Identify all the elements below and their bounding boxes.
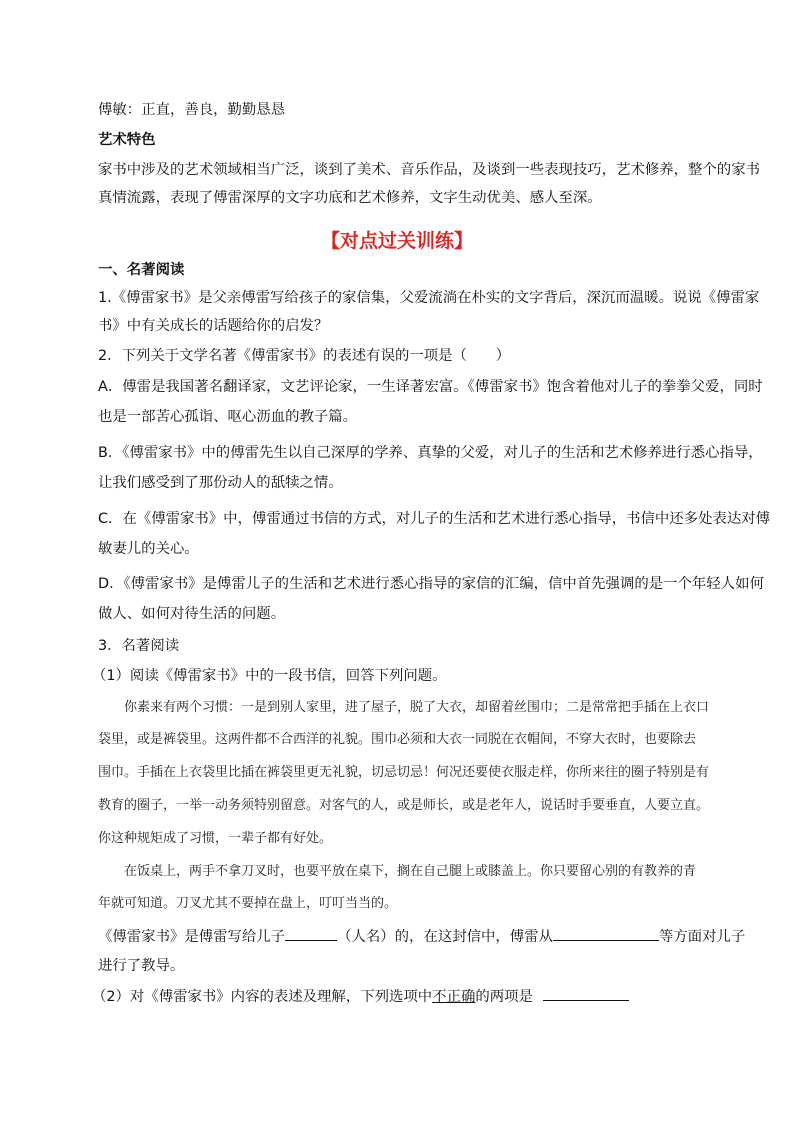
option-d: D．《傅雷家书》是傅雷儿子的生活和艺术进行悉心指导的家信的汇编，信中首先强调的是一个年轻人如何 xyxy=(98,576,764,592)
letter-passage-line: 袋里，或是裤袋里。这两件都不合西洋的礼貌。围巾必须和大衣一同脱在衣帽间，不穿大衣时，也要除去 xyxy=(98,732,697,747)
option-d: 做人、如何对待生活的问题。 xyxy=(98,606,286,622)
option-b: 让我们感受到了那份动人的舐犊之情。 xyxy=(98,475,343,491)
answer-blank-name[interactable] xyxy=(285,926,337,941)
option-c: 敏妻儿的关心。 xyxy=(98,541,199,557)
answer-blank-choices[interactable] xyxy=(543,986,629,1001)
letter-passage-line: 你这种规矩成了习惯，一辈子都有好处。 xyxy=(98,831,333,846)
sub2-text: （2）对《傅雷家书》内容的表述及理解，下列选项中 xyxy=(92,989,433,1005)
fumin-trait-line: 傅敏：正直，善良，勤勤恳恳 xyxy=(98,102,286,118)
part-heading: 一、名著阅读 xyxy=(98,262,185,278)
question-3-sub-2 xyxy=(92,986,702,1007)
letter-passage-line: 你素来有两个习惯：一是到别人家里，进了屋子，脱了大衣，却留着丝围巾；二是常常把手插在上衣口 xyxy=(98,700,710,715)
question-3-sub-1: （1）阅读《傅雷家书》中的一段书信，回答下列问题。 xyxy=(92,668,447,684)
art-features-text: 真情流露，表现了傅雷深厚的文字功底和艺术修养，文字生动优美、感人至深。 xyxy=(98,190,602,206)
sub2-text: 的两项是 xyxy=(475,989,533,1005)
sub2-emphasis: 不正确 xyxy=(432,989,476,1005)
question-1: 书》中有关成长的话题给你的启发？ xyxy=(98,318,329,334)
option-a: A．傅雷是我国著名翻译家，文艺评论家，一生译著宏富。《傅雷家书》饱含着他对儿子的拳拳父爱，同时 xyxy=(98,379,763,395)
fill-text: （人名）的，在这封信中，傅雷从 xyxy=(337,929,553,945)
fill-text: 等方面对儿子 xyxy=(658,929,746,945)
question-3-heading: 3．名著阅读 xyxy=(98,638,180,654)
art-features-text: 家书中涉及的艺术领域相当广泛，谈到了美术、音乐作品，及谈到一些表现技巧，艺术修养，整个的家书 xyxy=(98,162,760,178)
letter-passage-line: 年就可知道。刀叉尤其不要掉在盘上，叮叮当当的。 xyxy=(98,896,398,911)
fill-in-question xyxy=(98,926,746,947)
option-a: 也是一部苦心孤诣、呕心沥血的教子篇。 xyxy=(98,409,358,425)
fill-in-question: 进行了教导。 xyxy=(98,958,185,974)
option-c: C．在《傅雷家书》中，傅雷通过书信的方式，对儿子的生活和艺术进行悉心指导，书信中还多处表达对傅 xyxy=(98,511,771,527)
question-1: 1.《傅雷家书》是父亲傅雷写给孩子的家信集，父爱流淌在朴实的文字背后，深沉而温暖。说说《傅雷家 xyxy=(98,290,760,306)
section-title: 【对点过关训练】 xyxy=(320,230,473,252)
letter-passage-line: 在饭桌上，两手不拿刀叉时，也要平放在桌下，搁在自己腿上或膝盖上。你只要留心别的有教养的青 xyxy=(98,864,697,879)
option-b: B．《傅雷家书》中的傅雷先生以自己深厚的学养、真挚的父爱，对儿子的生活和艺术修养进行悉心指导， xyxy=(98,445,763,461)
letter-passage-line: 教育的圈子，一举一动务须特别留意。对客气的人，或是师长，或是老年人，说话时手要垂直，人要立直。 xyxy=(98,798,710,813)
answer-blank-aspects[interactable] xyxy=(553,926,659,941)
art-features-heading: 艺术特色 xyxy=(98,132,156,148)
question-2-stem: 2．下列关于文学名著《傅雷家书》的表述有误的一项是（ ） xyxy=(98,348,511,364)
fill-text: 《傅雷家书》是傅雷写给儿子 xyxy=(98,929,286,945)
letter-passage-line: 围巾。手插在上衣袋里比插在裤袋里更无礼貌，切忌切忌！何况还要使衣服走样，你所来往的圈子特别是有 xyxy=(98,765,710,780)
